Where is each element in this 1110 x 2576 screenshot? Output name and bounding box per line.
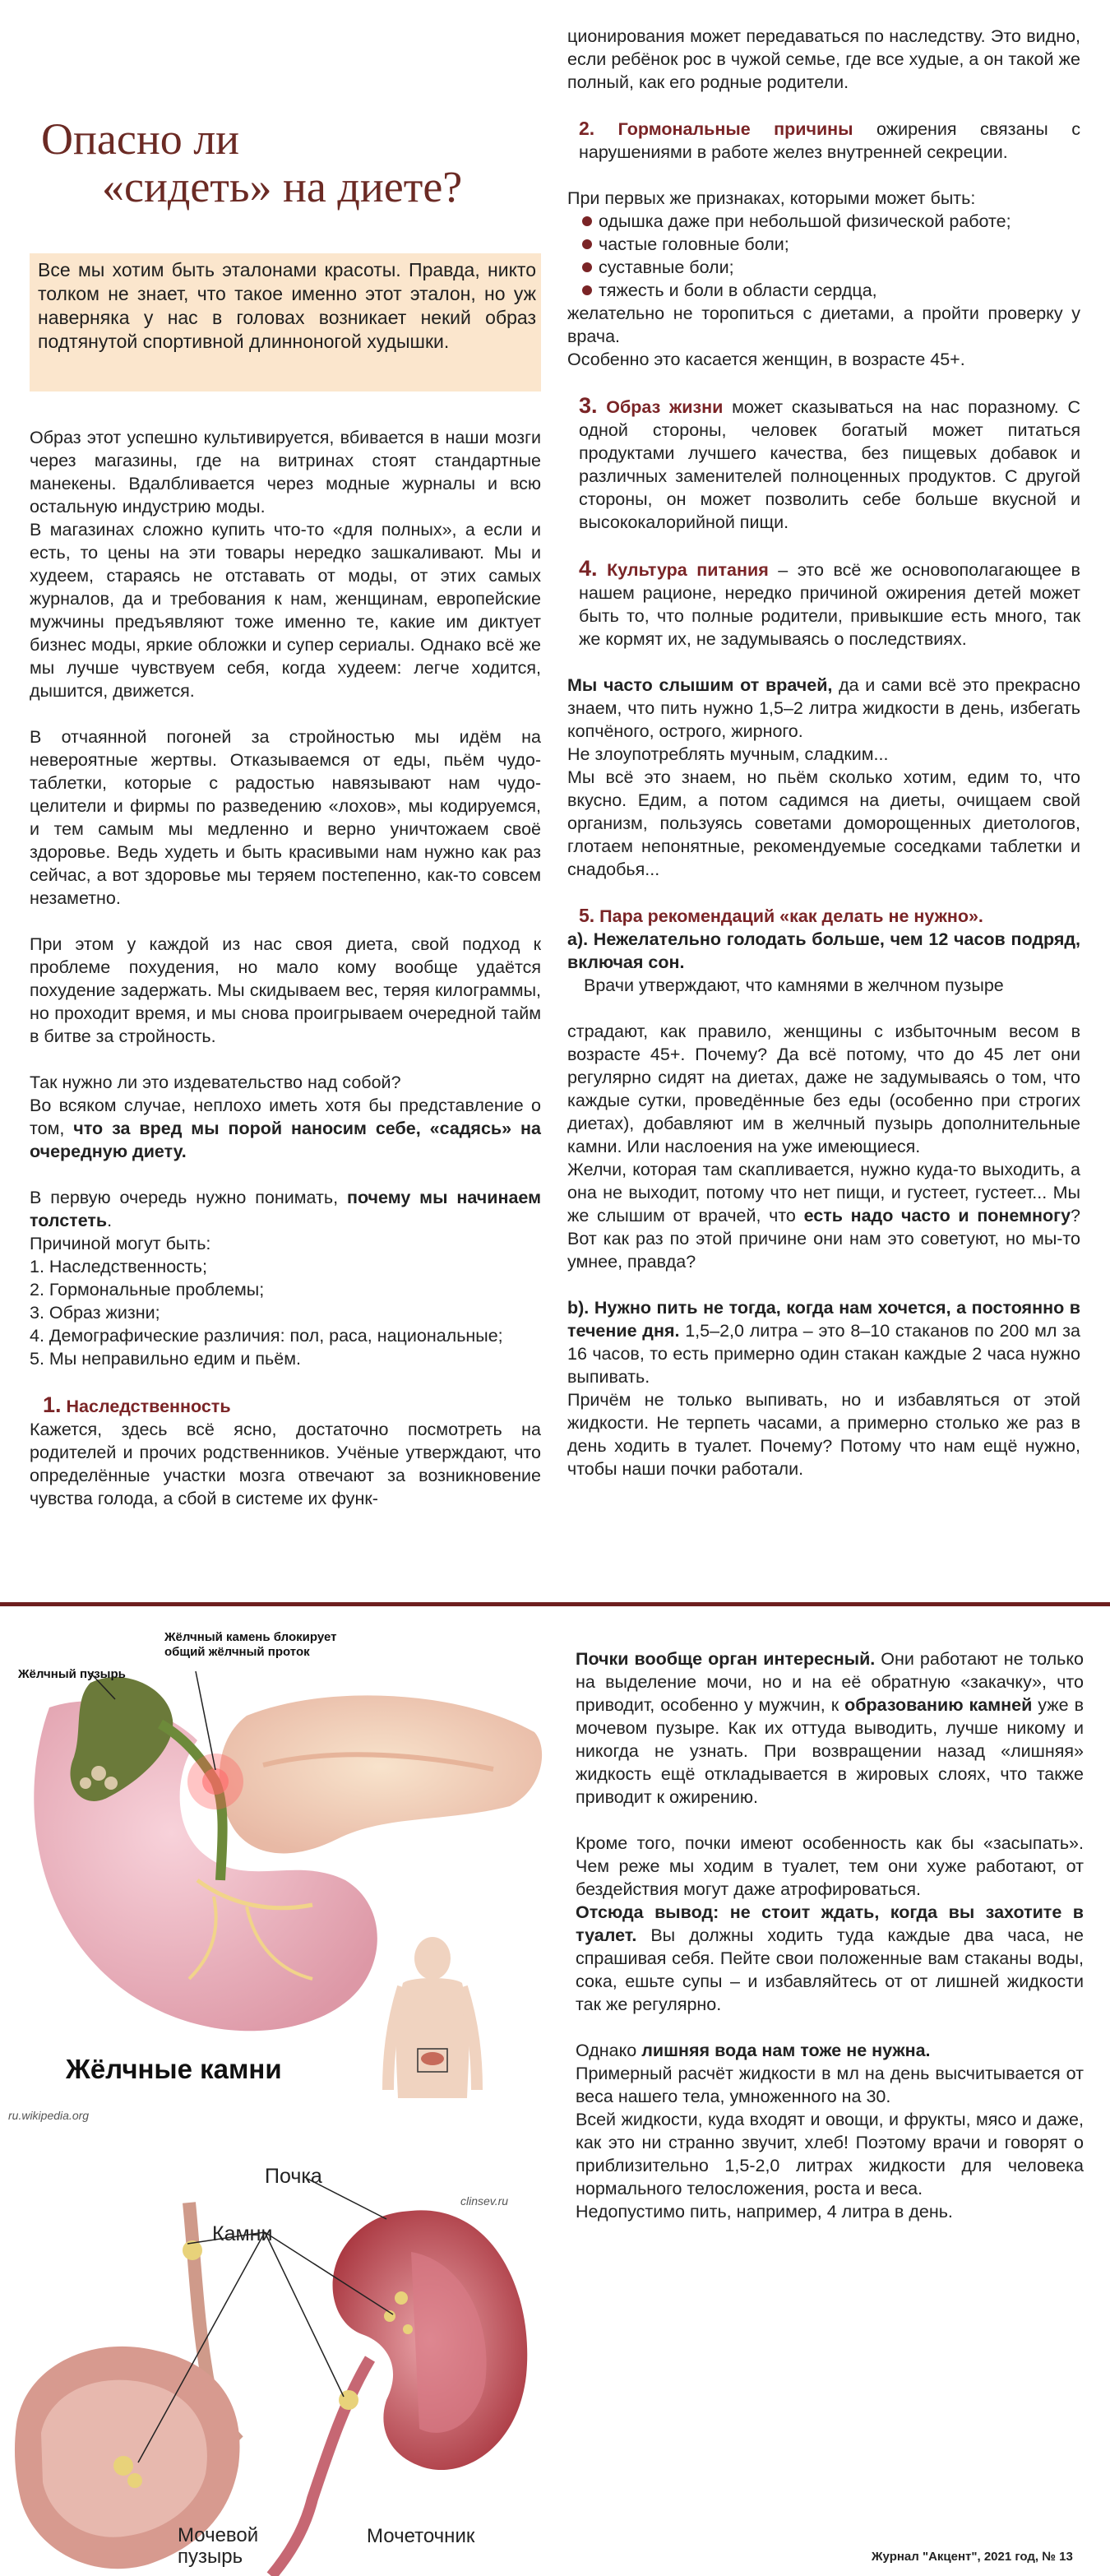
reasons-intro: Причиной могут быть:	[30, 1234, 211, 1253]
article-title	[41, 115, 551, 211]
right-paragraph: страдают, как правило, женщины с избыточным весом в возрасте 45+. Почему? Да всё потому, что до 45 лет они регулярно сидят на диетах, даже не задумываясь о том, что каждые сутки, проведённые без еды (особенно при строгих диетах), добавляют им в желчный пузырь дополнительные камни. Или наслоения на уже имеющиеся.	[567, 1022, 1080, 1156]
text: .	[107, 1211, 113, 1230]
list-item: суставные боли;	[582, 256, 1080, 279]
section-number: 4.	[579, 556, 598, 581]
kidney-stones-illustration	[0, 2153, 549, 2576]
source-credit: clinsev.ru	[460, 2194, 509, 2208]
section-number: 5.	[579, 905, 595, 926]
label-gallbladder: Жёлчный пузырь	[18, 1667, 126, 1681]
list-item: одышка даже при небольшой физической работе;	[582, 210, 1080, 233]
journal-footer: Журнал "Акцент", 2021 год, № 13	[872, 2550, 1073, 2564]
label-kidney: Почка	[265, 2165, 322, 2188]
figure-caption: Жёлчные камни	[66, 2054, 282, 2084]
label-blocked-duct	[164, 1630, 336, 1660]
left-paragraph	[30, 1071, 541, 1163]
doctors-block	[567, 674, 1080, 881]
section-title: Культура питания	[607, 560, 769, 580]
left-paragraph	[30, 426, 541, 702]
title-line-1: Опасно ли	[41, 114, 240, 164]
text: 1,5–2,0 литра – это 8–10 стаканов по 200 мл за 16 часов, то есть примерно один стакан каждые 2 часа нужно выпивать.	[567, 1321, 1080, 1387]
text: В первую очередь нужно понимать,	[30, 1188, 347, 1207]
section-title: Образ жизни	[606, 397, 724, 417]
right-paragraph: Недопустимо пить, например, 4 литра в день.	[576, 2202, 953, 2222]
label-line: Жёлчный камень блокирует	[164, 1630, 337, 1644]
left-paragraph: При этом у каждой из нас своя диета, свой подход к проблеме похудения, но мало кому вообще удаётся похудение задержать. Мы скидываем вес, теряя килограммы, но проходит время, и мы снова проигрываем очередной тайм в битве за стройность.	[30, 934, 541, 1046]
section-divider	[0, 1602, 1110, 1606]
section-1-heading	[30, 1393, 541, 1418]
list-item: частые головные боли;	[582, 233, 1080, 256]
right-paragraph: Примерный расчёт жидкости в мл на день высчитывается от веса нашего тела, умноженного на 30.	[576, 2064, 1084, 2106]
text: уже в мочевом пузыре. Как их оттуда выводить, лучше никому и никогда не узнать. При возвращении назад «лишняя» жидкость ещё откладывается в жировых слоях, что также приводит к ожирению.	[576, 1695, 1084, 1807]
list-item: 4. Демографические различия: пол, раса, национальные;	[30, 1326, 503, 1346]
list-item: 5. Мы неправильно едим и пьём.	[30, 1349, 301, 1369]
gallstones-illustration	[0, 1609, 549, 2139]
right-paragraph: Врачи утверждают, что камнями в желчном пузыре	[584, 975, 1004, 995]
section-5-heading	[567, 904, 1080, 928]
section-number: 3.	[579, 393, 598, 418]
list-item: 3. Образ жизни;	[30, 1303, 160, 1323]
section-4	[567, 557, 1080, 651]
label-line: пузырь	[178, 2546, 243, 2568]
label-stones: Камни	[212, 2222, 273, 2245]
section-title: Пара рекомендаций «как делать не нужно».	[599, 906, 983, 926]
bold-text: образованию камней	[844, 1695, 1033, 1715]
right-paragraph	[567, 1158, 1080, 1273]
text: может сказываться на нас поразному. С одной стороны, человек богатый может питаться продуктами лучшего качества, без пищевых добавок и различных заменителей полноценных продуктов. С другой стороны, он может позволить себе больше вкусной и высококалорийной пищи.	[579, 397, 1080, 532]
right-paragraph: Всей жидкости, куда входят и овощи, и фрукты, мясо и даже, как это ни странно звучит, хлеб! Поэтому врачи и говорят о приблизительно 1,5-2,0 литрах жидкости для человека нормального телосложения, роста и веса.	[576, 2110, 1084, 2198]
bold-text: Отсюда вывод: не стоит ждать, когда вы захотите в туалет.	[576, 1902, 1084, 1945]
right-paragraph: желательно не торопиться с диетами, а пройти проверку у врача.	[567, 303, 1080, 346]
signs-block	[567, 187, 1080, 371]
right-paragraph: Причём не только выпивать, но и избавляться от этой жидкости. Не терпеть часами, а примерно столько же раз в день ходить в туалет. Почему? Потому что нам ещё нужно, чтобы наши почки работали.	[567, 1390, 1080, 1479]
left-column	[30, 426, 541, 1510]
right-paragraph: Особенно это касается женщин, в возрасте 45+.	[567, 350, 965, 369]
text: Так нужно ли это издевательство над собой?	[30, 1073, 401, 1092]
section-2	[567, 117, 1080, 164]
text: ожирения связаны с нарушениями в работе желез внутренней секреции.	[579, 119, 1080, 162]
bold-text: почему мы начинаем толстеть	[30, 1188, 541, 1230]
intro-text: Все мы хотим быть эталонами красоты. Правда, никто толком не знает, что такое именно этот эталон, но уж наверняка у нас в головах возникает некий образ подтянутой спортивной длинноногой худышки.	[38, 259, 536, 352]
text: да и сами всё это прекрасно знаем, что пить нужно 1,5–2 литра жидкости в день, избегать копчёного, острого, жирного.	[567, 675, 1080, 741]
right-paragraph: Кроме того, почки имеют особенность как бы «засыпать». Чем реже мы ходим в туалет, тем они хуже работают, от бездействия могут даже атрофироваться.	[576, 1833, 1084, 1899]
kidney-image	[0, 2153, 549, 2576]
text: Во всяком случае, неплохо иметь хотя бы представление о том,	[30, 1096, 541, 1138]
bold-text: а). Нежелательно голодать больше, чем 12 часов подряд, включая сон.	[567, 929, 1080, 972]
right-paragraph	[576, 2039, 1084, 2062]
text: – это всё же основополагающее в нашем рационе, нередко причиной ожирения детей может быть то, что полные родители, привыкшие есть много, так же кормят их, не задумываясь о последствиях.	[579, 560, 1080, 649]
right-paragraph: ционирования может передаваться по наследству. Это видно, если ребёнок рос в чужой семье, где все худые, а он такой же полный, как его родные родители.	[567, 26, 1080, 92]
right-bottom-column	[576, 1647, 1084, 2223]
recommendation-a-heading	[567, 928, 1080, 974]
label-ureter: Мочеточник	[367, 2525, 475, 2547]
section-number: 2.	[579, 118, 595, 139]
right-paragraph: Не злоупотреблять мучным, сладким...	[567, 744, 889, 764]
section-title: Гормональные причины	[617, 119, 853, 139]
text: В магазинах сложно купить что-то «для полных», а если и есть, то цены на эти товары нередко зашкаливают. Мы и худеем, стараясь не отставать от моды, от этих самых журналов, да и требования к нам, женщинам, европейские мужчины предъявляют тоже именно те, какие им диктует бизнес моды, яркие обложки и супер сериалы. Однако всё же мы лучше чувствуем себя, когда худеем: легче ходится, дышится, движется.	[30, 520, 541, 701]
list-item: 2. Гормональные проблемы;	[30, 1280, 265, 1300]
left-paragraph	[30, 1186, 541, 1232]
label-line: общий жёлчный проток	[164, 1645, 310, 1659]
list-item: 1. Наследственность;	[30, 1257, 207, 1276]
section-3	[567, 394, 1080, 534]
section-title: Наследственность	[66, 1397, 231, 1416]
text: Желчи, которая там скапливается, нужно куда-то выходить, а она не выходит, потому что нет пищи, и густеет, густеет... Мы же слышим от врачей, что	[567, 1160, 1080, 1225]
text: Вы должны ходить туда каждые два часа, не спрашивая себя. Пейте свои положенные вам стаканы воды, сока, ешьте супы – и избавляйтесь от от лишней жидкости так же регулярно.	[576, 1925, 1084, 2014]
text: Образ этот успешно культивируется, вбивается в наши мозги через магазины, где на витринах стоят стандартные манекены. Вдалбливается через модные журналы и всю остальную индустрию моды.	[30, 428, 541, 517]
reasons-list	[30, 1255, 541, 1370]
bold-text: лишняя вода нам тоже не нужна.	[641, 2041, 931, 2060]
reasons-block	[30, 1186, 541, 1370]
right-paragraph	[567, 674, 1080, 743]
bold-text: Почки вообще орган интересный.	[576, 1649, 876, 1669]
section-number: 1.	[43, 1392, 62, 1417]
text: Однако	[576, 2041, 642, 2060]
text: ? Вот как раз по этой причине они нам это советуют, но мы-то умнее, правда?	[567, 1206, 1080, 1272]
right-paragraph	[576, 1647, 1084, 1809]
bold-text: есть надо часто и понемногу	[803, 1206, 1071, 1225]
right-paragraph	[567, 1296, 1080, 1388]
intro-box	[30, 253, 541, 391]
right-paragraph: Мы всё это знаем, но пьём сколько хотим, едим то, что вкусно. Едим, а потом садимся на диеты, очищаем свой организм, пользуясь советами доморощенных диетологов, глотаем непонятные, рекомендуемые соседками таблетки и снадобья...	[567, 767, 1080, 879]
source-credit: ru.wikipedia.org	[8, 2109, 90, 2122]
text: Они работают не только на выделение мочи, но и на её обратную «закачку», что приводит, особенно у мужчин, к	[576, 1649, 1084, 1715]
bold-text: b). Нужно пить не тогда, когда нам хочется, а постоянно в течение дня.	[567, 1298, 1080, 1341]
label-urinary-bladder	[178, 2525, 258, 2568]
right-column	[567, 25, 1080, 1480]
signs-list	[567, 210, 1080, 302]
left-paragraph: Кажется, здесь всё ясно, достаточно посмотреть на родителей и прочих родственников. Учёные утверждают, что определённые участки мозга отвечают за возникновение чувства голода, а сбой в системе их функ-	[30, 1420, 541, 1508]
label-line: Мочевой	[178, 2524, 259, 2546]
title-line-2: «сидеть» на диете?	[102, 162, 463, 211]
left-paragraph: В отчаянной погоней за стройностью мы идём на невероятные жертвы. Отказываемся от еды, пьём чудо-таблетки, которые с радостью навязывают нам чудо-целители и фирмы по разведению «лохов», мы кодируемся, и тем самым мы медленно и верно уничтожаем своё здоровье. Ведь худеть и быть красивыми нам нужно как раз сейчас, а вот здоровье мы теряем постепенно, как-то совсем незаметно.	[30, 727, 541, 908]
bold-text: что за вред мы порой наносим себе, «садясь» на очередную диету.	[30, 1119, 541, 1161]
right-paragraph	[576, 1901, 1084, 2016]
signs-intro: При первых же признаках, которыми может быть:	[567, 188, 976, 208]
bold-text: Мы часто слышим от врачей,	[567, 675, 833, 695]
list-item: тяжесть и боли в области сердца,	[582, 279, 1080, 302]
